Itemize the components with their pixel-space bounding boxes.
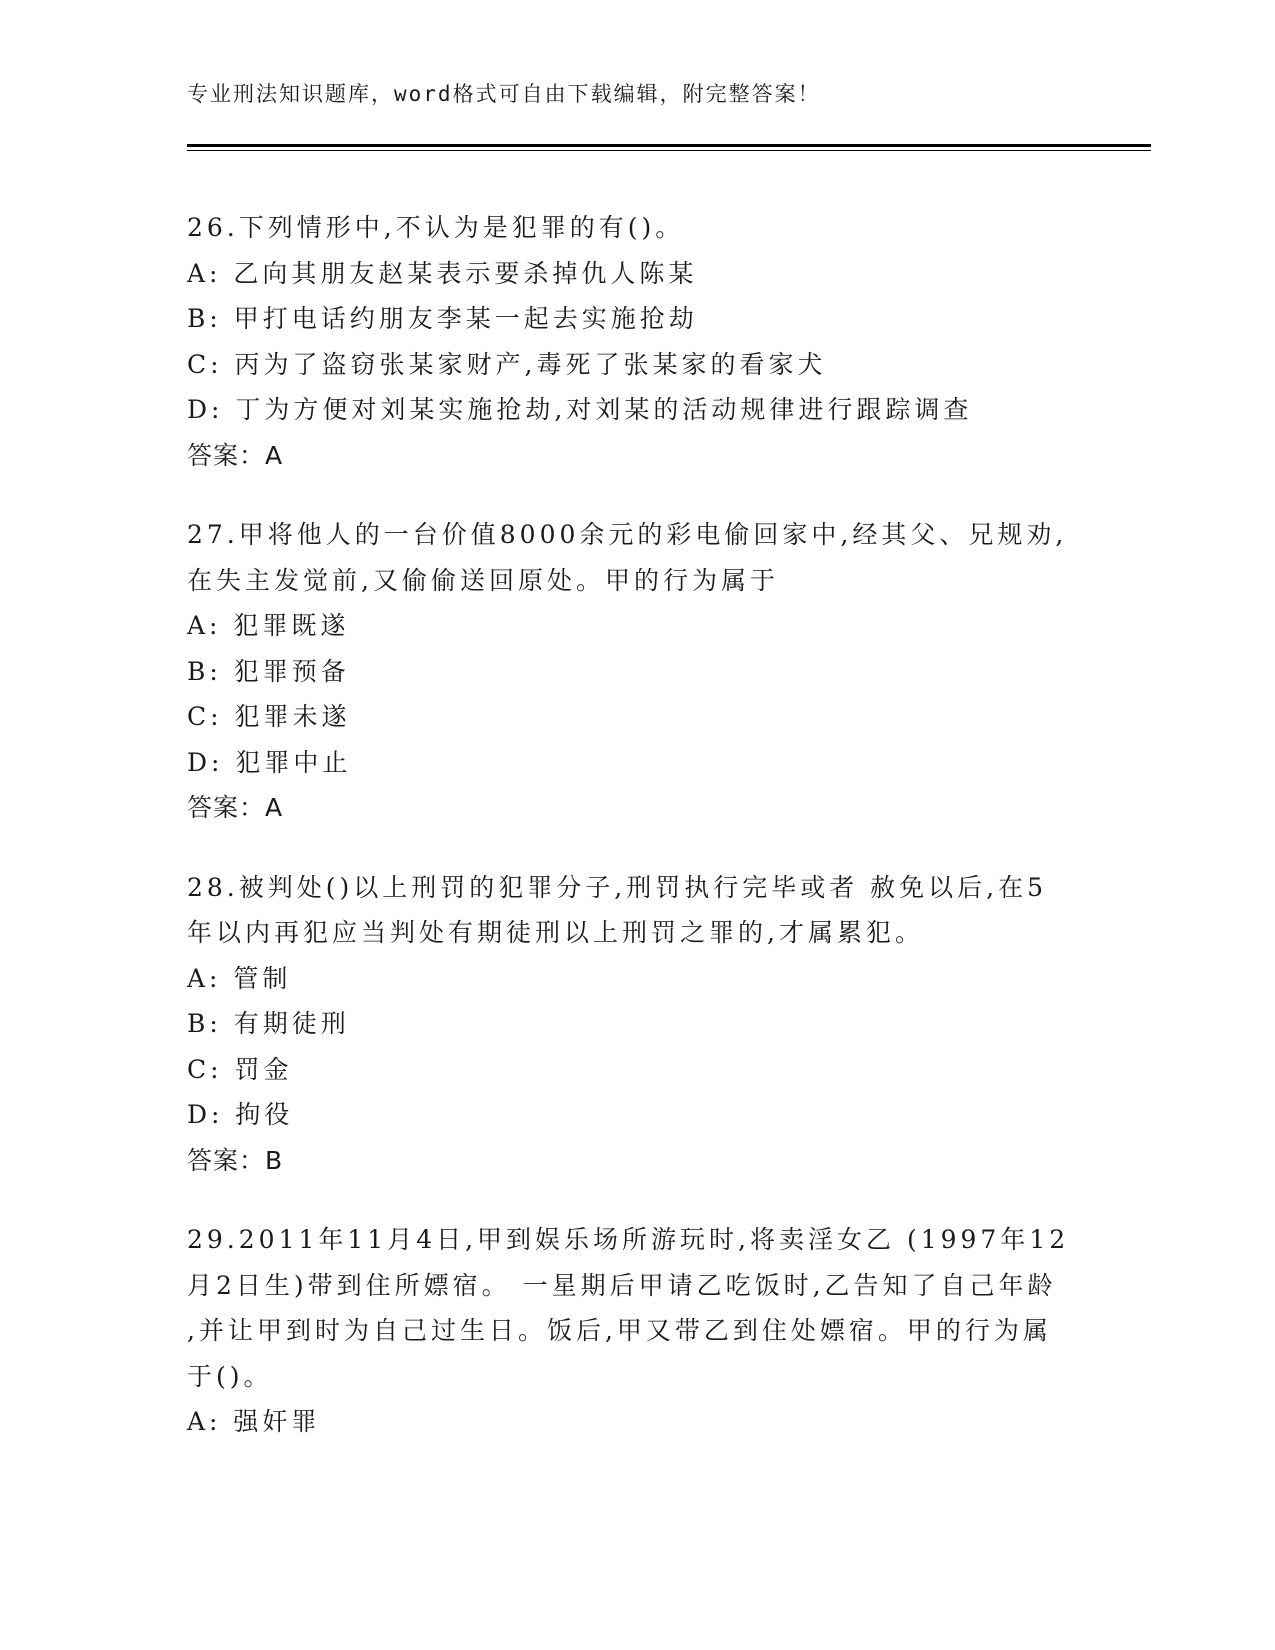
answer-line: 答案：A bbox=[187, 440, 284, 470]
question-stem: 月2日生)带到住所嫖宿。 一星期后甲请乙吃饭时,乙告知了自己年龄 bbox=[187, 1270, 1057, 1300]
option-a: A: 强奸罪 bbox=[187, 1407, 321, 1436]
answer-line: 答案：A bbox=[187, 793, 284, 822]
answer-line: 答案：B bbox=[187, 1145, 284, 1175]
option-d: D: 丁为方便对刘某实施抢劫,对刘某的活动规律进行跟踪调查 bbox=[187, 395, 973, 424]
question-28 bbox=[187, 865, 1087, 1184]
header-rule-thin bbox=[187, 150, 1151, 151]
option-b: B: 有期徒刑 bbox=[187, 1009, 350, 1038]
question-stem: 29.2011年11月4日,甲到娱乐场所游玩时,将卖淫女乙 (1997年12 bbox=[187, 1225, 1070, 1254]
question-stem: 年以内再犯应当判处有期徒刑以上刑罚之罪的,才属累犯。 bbox=[187, 918, 924, 947]
option-d: D: 犯罪中止 bbox=[187, 747, 352, 777]
question-list bbox=[187, 205, 1087, 1479]
option-c: C: 犯罪未遂 bbox=[187, 702, 351, 731]
question-stem: 27.甲将他人的一台价值8000余元的彩电偷回家中,经其父、兄规劝, bbox=[187, 520, 1068, 549]
option-c: C: 丙为了盗窃张某家财产,毒死了张某家的看家犬 bbox=[187, 349, 827, 379]
header-rule-thick bbox=[187, 144, 1151, 147]
question-stem: 在失主发觉前,又偷偷送回原处。甲的行为属于 bbox=[187, 565, 779, 595]
option-a: A: 犯罪既遂 bbox=[187, 611, 350, 640]
option-b: B: 甲打电话约朋友李某一起去实施抢劫 bbox=[187, 304, 698, 333]
document-header: 专业刑法知识题库，word格式可自由下载编辑，附完整答案！ bbox=[187, 82, 821, 106]
question-stem: ,并让甲到时为自己过生日。饭后,甲又带乙到住处嫖宿。甲的行为属 bbox=[187, 1316, 1052, 1345]
option-a: A: 管制 bbox=[187, 963, 292, 993]
question-stem: 于()。 bbox=[187, 1361, 273, 1391]
option-a: A: 乙向其朋友赵某表示要杀掉仇人陈某 bbox=[187, 258, 698, 288]
question-stem: 28.被判处()以上刑罚的犯罪分子,刑罚执行完毕或者 赦免以后,在5 bbox=[187, 872, 1048, 902]
option-b: B: 犯罪预备 bbox=[187, 656, 350, 686]
question-29 bbox=[187, 1217, 1087, 1445]
option-d: D: 拘役 bbox=[187, 1100, 294, 1129]
question-26 bbox=[187, 205, 1087, 478]
option-c: C: 罚金 bbox=[187, 1054, 293, 1084]
question-stem: 26.下列情形中,不认为是犯罪的有()。 bbox=[187, 213, 685, 242]
question-27 bbox=[187, 512, 1087, 831]
